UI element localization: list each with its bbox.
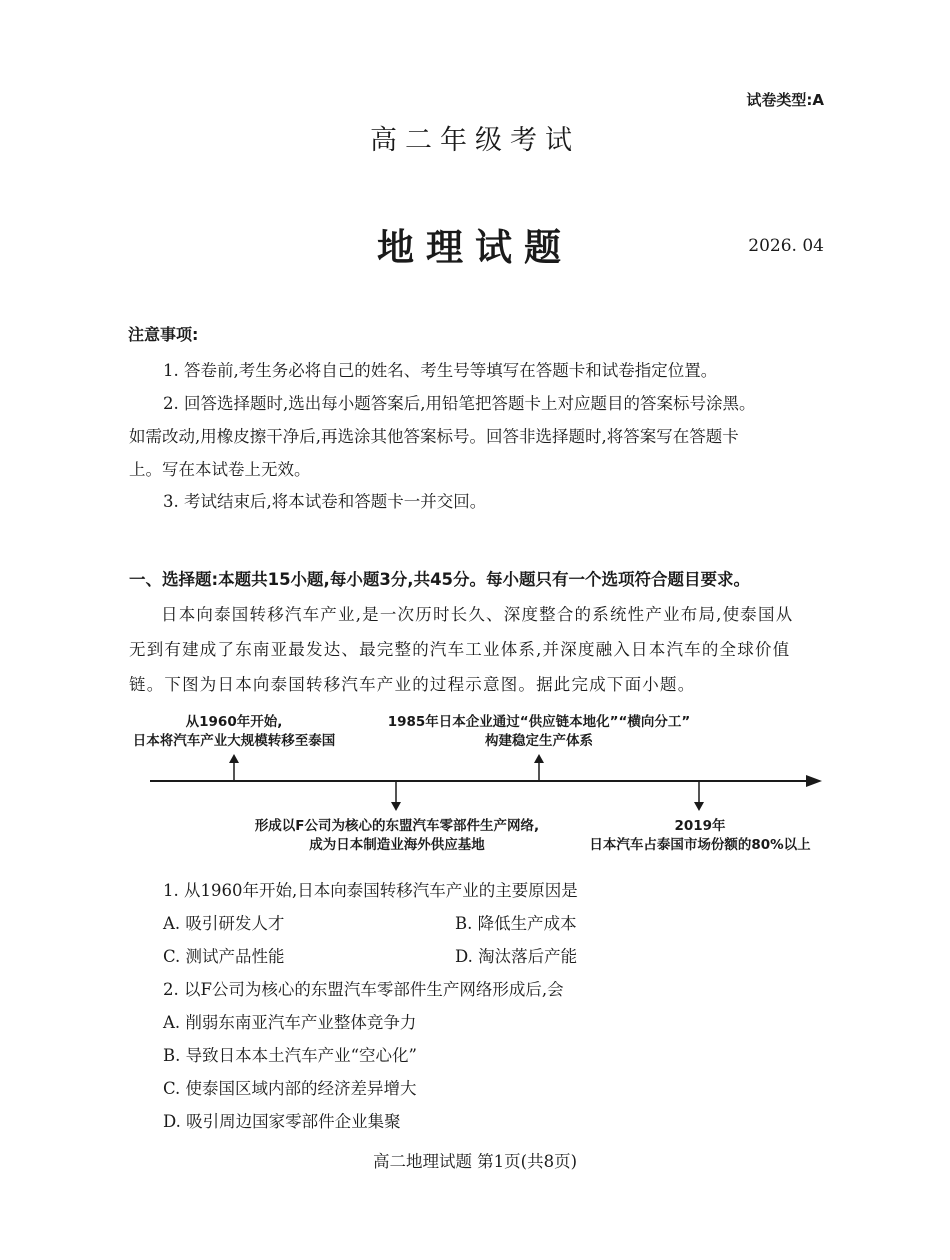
passage-line-1: 日本向泰国转移汽车产业,是一次历时长久、深度整合的系统性产业布局,使泰国从	[161, 605, 794, 624]
timeline-event-3-line-1: 形成以F公司为核心的东盟汽车零部件生产网络,	[254, 818, 540, 834]
section-heading: 一、选择题:本题共15小题,每小题3分,共45分。每小题只有一个选项符合题目要求。	[129, 570, 751, 589]
timeline-event-2-line-1: 1985年日本企业通过“供应链本地化”“横向分工”	[387, 714, 691, 730]
question-1-option-b[interactable]: B. 降低生产成本	[455, 914, 577, 933]
notice-item-2-line-3: 上。写在本试卷上无效。	[129, 460, 311, 479]
timeline-event-4	[574, 817, 826, 855]
exam-title: 高二年级考试	[370, 125, 580, 156]
question-2-option-b[interactable]: B. 导致日本本土汽车产业“空心化”	[163, 1046, 417, 1065]
arrowhead-event-3	[391, 802, 401, 811]
page-footer: 高二地理试题 第1页(共8页)	[372, 1152, 578, 1171]
notice-item-3: 3. 考试结束后,将本试卷和答题卡一并交回。	[163, 492, 487, 511]
timeline-event-1-line-2: 日本将汽车产业大规模转移至泰国	[132, 733, 336, 749]
notice-item-2-line-2: 如需改动,用橡皮擦干净后,再选涂其他答案标号。回答非选择题时,将答案写在答题卡	[129, 427, 739, 446]
passage-line-3: 链。下图为日本向泰国转移汽车产业的过程示意图。据此完成下面小题。	[129, 675, 696, 694]
notice-item-2-line-1: 2. 回答选择题时,选出每小题答案后,用铅笔把答题卡上对应题目的答案标号涂黑。	[163, 394, 756, 413]
timeline-event-4-line-1: 2019年	[674, 818, 726, 834]
exam-date: 2026. 04	[748, 236, 824, 256]
arrowhead-event-1	[229, 754, 239, 763]
timeline-event-1-line-1: 从1960年开始,	[185, 714, 283, 730]
timeline-axis-arrow	[806, 775, 822, 787]
subject-title: 地理试题	[377, 226, 573, 269]
paper-type-label: 试卷类型:A	[746, 91, 824, 109]
timeline-event-3	[222, 817, 572, 855]
notice-heading: 注意事项:	[128, 325, 199, 344]
timeline-event-4-line-2: 日本汽车占泰国市场份额的80%以上	[589, 837, 811, 853]
arrowhead-event-2	[534, 754, 544, 763]
arrowhead-event-4	[694, 802, 704, 811]
question-2-stem: 2. 以F公司为核心的东盟汽车零部件生产网络形成后,会	[163, 980, 564, 999]
timeline-event-2	[369, 713, 709, 751]
question-1-option-c[interactable]: C. 测试产品性能	[163, 947, 285, 966]
notice-item-1: 1. 答卷前,考生务必将自己的姓名、考生号等填写在答题卡和试卷指定位置。	[163, 361, 718, 380]
question-2-option-c[interactable]: C. 使泰国区域内部的经济差异增大	[163, 1079, 417, 1098]
question-2-option-d[interactable]: D. 吸引周边国家零部件企业集聚	[163, 1112, 401, 1131]
question-1-stem: 1. 从1960年开始,日本向泰国转移汽车产业的主要原因是	[163, 881, 578, 900]
timeline-event-1	[109, 713, 359, 751]
question-1-option-d[interactable]: D. 淘汰落后产能	[455, 947, 578, 966]
timeline-event-3-line-2: 成为日本制造业海外供应基地	[309, 837, 485, 853]
question-1-option-a[interactable]: A. 吸引研发人才	[163, 914, 285, 933]
passage-line-2: 无到有建成了东南亚最发达、最完整的汽车工业体系,并深度融入日本汽车的全球价值	[129, 640, 791, 659]
timeline-event-2-line-2: 构建稳定生产体系	[485, 733, 593, 749]
question-2-option-a[interactable]: A. 削弱东南亚汽车产业整体竞争力	[163, 1013, 417, 1032]
